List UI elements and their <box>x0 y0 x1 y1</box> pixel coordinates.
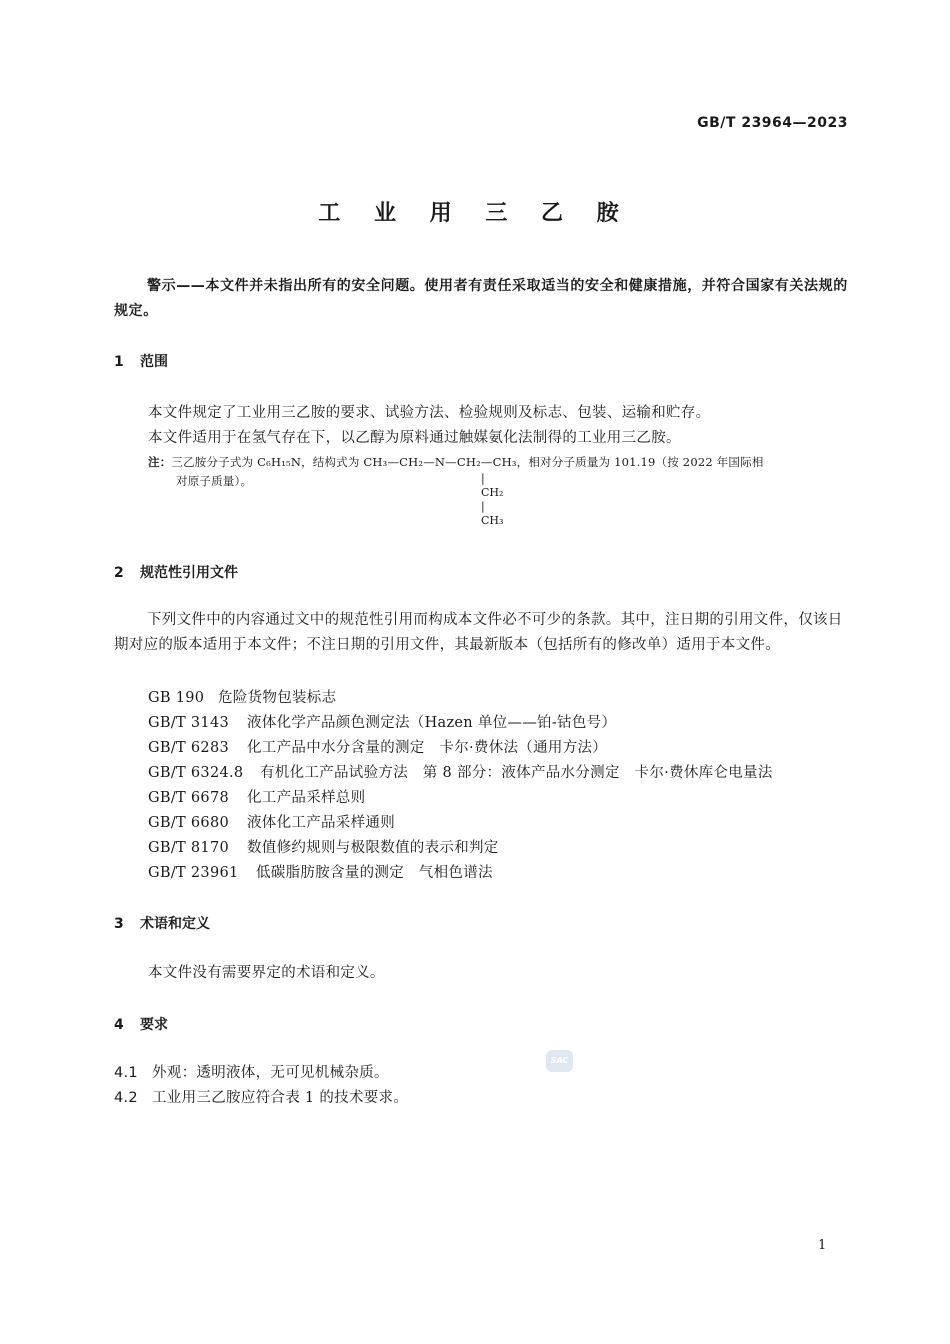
reference-item <box>148 736 607 757</box>
note-line-2: 对原子质量）。 <box>176 474 253 488</box>
requirement-text: 外观：透明液体，无可见机械杂质。 <box>152 1065 389 1081</box>
section-number: 4 <box>114 1017 124 1033</box>
reference-title: 危险货物包装标志 <box>218 690 337 706</box>
reference-item <box>148 711 616 732</box>
section-number: 1 <box>114 354 124 370</box>
section-number: 2 <box>114 565 124 581</box>
reference-code: GB/T 23961 <box>148 865 239 881</box>
section-2-heading <box>114 562 238 582</box>
reference-item <box>148 861 493 882</box>
reference-title: 液体化工产品采样通则 <box>247 815 395 831</box>
reference-code: GB/T 3143 <box>148 715 230 731</box>
section-3-heading <box>114 913 210 933</box>
reference-item <box>148 786 365 807</box>
reference-code: GB/T 6324.8 <box>148 765 244 781</box>
note-line-1 <box>148 453 850 472</box>
section-title: 规范性引用文件 <box>140 565 238 581</box>
reference-title: 低碳脂肪胺含量的测定 气相色谱法 <box>256 865 493 881</box>
reference-code: GB/T 6680 <box>148 815 230 831</box>
reference-item <box>148 836 499 857</box>
document-title: 工 业 用 三 乙 胺 <box>318 201 632 226</box>
formula-bond-2: | <box>481 500 485 513</box>
section-number: 3 <box>114 916 124 932</box>
warning-paragraph: 警示——本文件并未指出所有的安全问题。使用者有责任采取适当的安全和健康措施，并符合国家有关法规的规定。 <box>114 278 848 319</box>
reference-title: 有机化工产品试验方法 第 8 部分：液体产品水分测定 卡尔·费休库仑电量法 <box>260 765 773 781</box>
reference-title: 化工产品采样总则 <box>247 790 366 806</box>
section-1-heading <box>114 351 168 371</box>
note-label: 注： <box>148 455 172 469</box>
standard-code: GB/T 23964—2023 <box>697 115 848 131</box>
reference-item <box>148 811 395 832</box>
requirement-item <box>114 1061 389 1082</box>
note-text-1: 三乙胺分子式为 C₆H₁₅N，结构式为 CH₃—CH₂—N—CH₂—CH₃，相对分子质量为 101.19（按 2022 年国际相 <box>171 455 764 469</box>
scope-paragraph-2: 本文件适用于在氢气存在下，以乙醇为原料通过触媒氨化法制得的工业用三乙胺。 <box>148 430 681 446</box>
requirement-number: 4.2 <box>114 1090 138 1106</box>
page-number: 1 <box>818 1238 827 1253</box>
reference-code: GB/T 8170 <box>148 840 230 856</box>
section-4-heading <box>114 1014 168 1034</box>
section-title: 术语和定义 <box>140 916 210 932</box>
requirement-number: 4.1 <box>114 1065 138 1081</box>
sac-watermark-logo: SAC <box>546 1050 573 1072</box>
scope-paragraph-1: 本文件规定了工业用三乙胺的要求、试验方法、检验规则及标志、包装、运输和贮存。 <box>148 405 711 421</box>
reference-title: 化工产品中水分含量的测定 卡尔·费休法（通用方法） <box>247 740 608 756</box>
requirement-text: 工业用三乙胺应符合表 1 的技术要求。 <box>152 1090 409 1106</box>
reference-title: 数值修约规则与极限数值的表示和判定 <box>247 840 499 856</box>
section-title: 范围 <box>140 354 168 370</box>
reference-code: GB/T 6678 <box>148 790 230 806</box>
formula-branch <box>481 472 503 528</box>
reference-item <box>148 686 336 707</box>
formula-bond-1: | <box>481 472 485 485</box>
formula-ch3: CH₃ <box>481 514 504 527</box>
reference-code: GB 190 <box>148 690 205 706</box>
reference-code: GB/T 6283 <box>148 740 230 756</box>
reference-title: 液体化学产品颜色测定法（Hazen 单位——铂-钴色号） <box>247 715 617 731</box>
section-title: 要求 <box>140 1017 168 1033</box>
requirement-item <box>114 1086 408 1107</box>
references-intro: 下列文件中的内容通过文中的规范性引用而构成本文件必不可少的条款。其中，注日期的引用文件，仅该日期对应的版本适用于本文件；不注日期的引用文件，其最新版本（包括所有的修改单）适用于本文件。 <box>114 612 843 653</box>
formula-ch2: CH₂ <box>481 486 504 499</box>
terms-paragraph: 本文件没有需要界定的术语和定义。 <box>148 965 385 981</box>
reference-item <box>148 761 773 782</box>
